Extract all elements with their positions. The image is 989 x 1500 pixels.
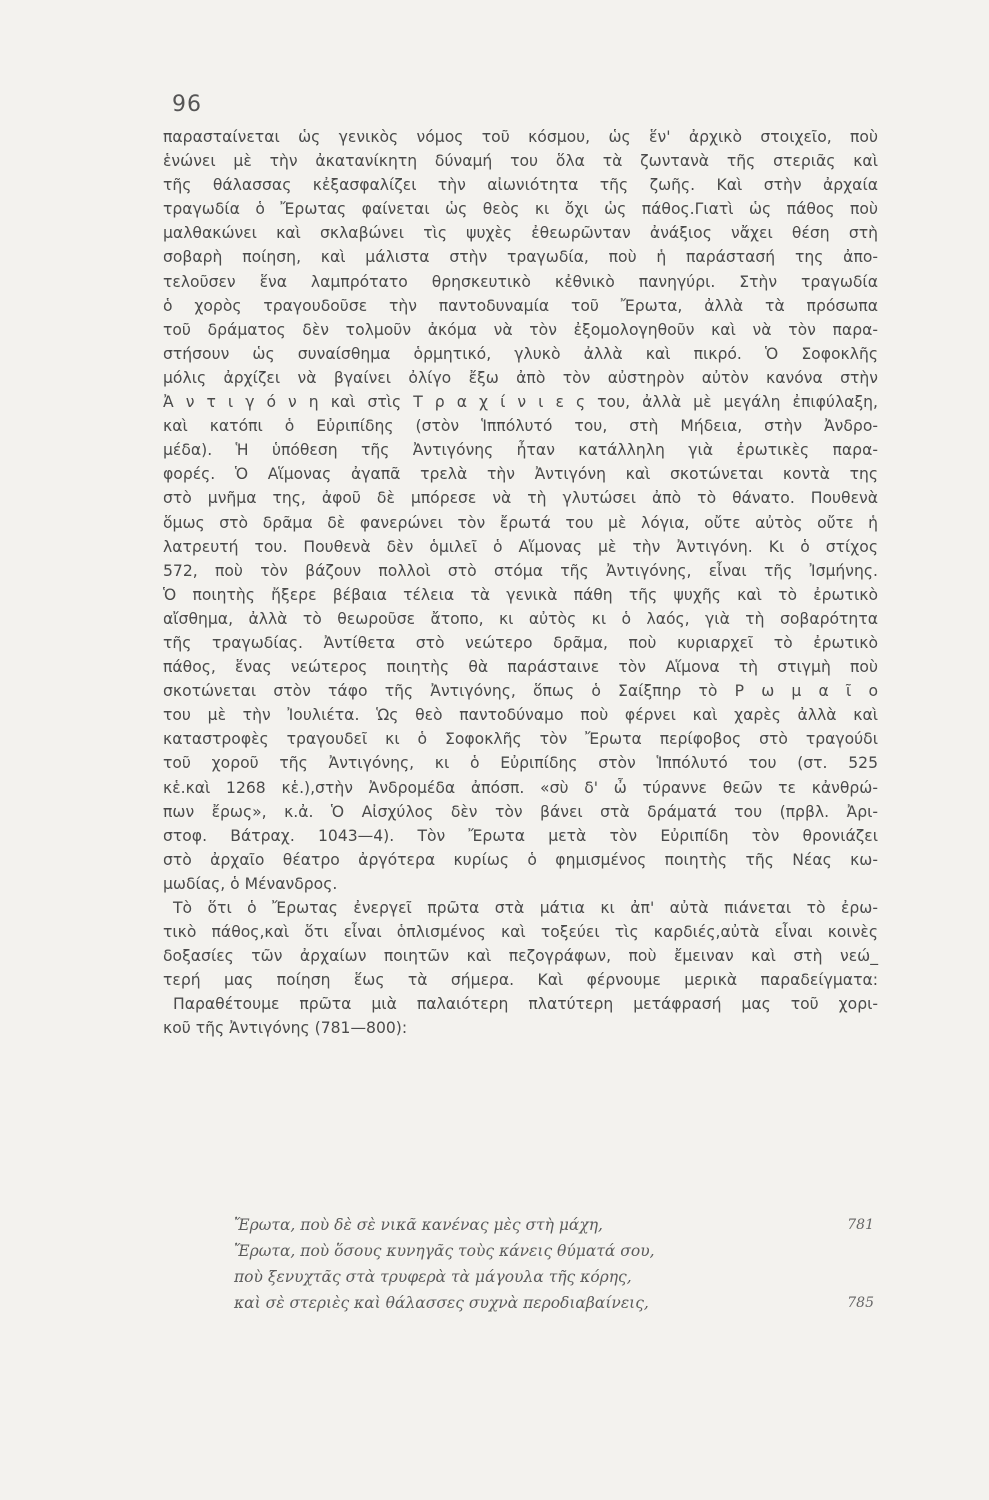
text-line: καὶ κατόπι ὁ Εὐριπίδης (στὸν Ἱππόλυτό του, στὴ Μήδεια, στὴν Ἀνδρο- xyxy=(163,417,878,436)
poem-verse xyxy=(234,1212,874,1238)
verse-line-number: 785 xyxy=(847,1295,874,1311)
text-line: Ὁ ποιητὴς ἤξερε βέβαια τέλεια τὰ γενικὰ πάθη τῆς ψυχῆς καὶ τὸ ἐρωτικὸ xyxy=(163,585,878,604)
poem-verse xyxy=(234,1264,874,1290)
text-line: σοβαρὴ ποίηση, καὶ μάλιστα στὴν τραγωδία, ποὺ ἡ παράστασή της ἀπο- xyxy=(163,248,878,267)
poem-block xyxy=(234,1212,874,1316)
text-line: καταστροφὲς τραγουδεῖ κι ὁ Σοφοκλῆς τὸν Ἔρωτα περίφοβος στὸ τραγούδι xyxy=(163,730,878,749)
verse-text: Ἔρωτα, ποὺ ὅσους κυνηγᾶς τοὺς κάνεις θύματά σου, xyxy=(234,1242,655,1260)
text-line: τελοῦσεν ἕνα λαμπρότατο θρησκευτικὸ κἐθνικὸ πανηγύρι. Στὴν τραγωδία xyxy=(163,272,878,291)
verse-text: καὶ σὲ στεριὲς καὶ θάλασσες συχνὰ περοδιαβαίνεις, xyxy=(234,1294,649,1312)
verse-text: ποὺ ξενυχτᾶς στὰ τρυφερὰ τὰ μάγουλα τῆς κόρης, xyxy=(234,1268,632,1286)
text-line: φορές. Ὁ Αἵμονας ἀγαπᾶ τρελὰ τὴν Ἀντιγόνη καὶ σκοτώνεται κοντὰ της xyxy=(163,465,878,484)
text-line: τραγωδία ὁ Ἔρωτας φαίνεται ὡς θεὸς κι ὄχι ὡς πάθος.Γιατὶ ὡς πάθος ποὺ xyxy=(163,200,878,219)
verse-text: Ἔρωτα, ποὺ δὲ σὲ νικᾶ κανένας μὲς στὴ μάχη, xyxy=(234,1216,603,1234)
text-line: τικὸ πάθος,καὶ ὅτι εἶναι ὁπλισμένος καὶ τοξεύει τὶς καρδιές,αὐτὰ εἶναι κοινὲς xyxy=(163,923,878,942)
text-line: μέδα). Ἡ ὑπόθεση τῆς Ἀντιγόνης ἦταν κατάλληλη γιὰ ἐρωτικὲς παρα- xyxy=(163,441,878,460)
text-line: μωδίας, ὁ Μένανδρος. xyxy=(163,874,338,893)
text-line: Τὸ ὅτι ὁ Ἔρωτας ἐνεργεῖ πρῶτα στὰ μάτια κι ἀπ' αὐτὰ πιάνεται τὸ ἐρω- xyxy=(173,899,878,917)
page-number: 96 xyxy=(172,92,202,117)
text-line: στὸ ἀρχαῖο θέατρο ἀργότερα κυρίως ὁ φημισμένος ποιητὴς τῆς Νέας κω- xyxy=(163,850,878,869)
text-line: πων ἔρως», κ.ἀ. Ὁ Αἰσχύλος δὲν τὸν βάνει στὰ δράματά του (πρβλ. Ἀρι- xyxy=(163,802,878,821)
text-line: ὁ χορὸς τραγουδοῦσε τὴν παντοδυναμία τοῦ Ἔρωτα, ἀλλὰ τὰ πρόσωπα xyxy=(163,296,878,315)
text-line: στοφ. Βάτραχ. 1043—4). Τὸν Ἔρωτα μετὰ τὸν Εὐριπίδη τὸν θρονιάζει xyxy=(163,826,878,845)
text-line: του μὲ τὴν Ἰουλιέτα. Ὡς θεὸ παντοδύναμο ποὺ φέρνει καὶ χαρὲς ἀλλὰ καὶ xyxy=(163,706,878,725)
text-line: στὸ μνῆμα της, ἀφοῦ δὲ μπόρεσε νὰ τὴ γλυτώσει ἀπὸ τὸ θάνατο. Πουθενὰ xyxy=(163,489,878,508)
poem-verse xyxy=(234,1238,874,1264)
text-line: τοῦ δράματος δὲν τολμοῦν ἀκόμα νὰ τὸν ἐξομολογηθοῦν καὶ νὰ τὸν παρα- xyxy=(163,320,878,339)
body-text xyxy=(163,125,878,1041)
text-line: τῆς τραγωδίας. Ἀντίθετα στὸ νεώτερο δρᾶμα, ποὺ κυριαρχεῖ τὸ ἐρωτικὸ xyxy=(163,633,878,652)
text-line: λατρευτή του. Πουθενὰ δὲν ὁμιλεῖ ὁ Αἵμονας μὲ τὴν Ἀντιγόνη. Κι ὁ στίχος xyxy=(163,537,878,556)
text-line: πάθος, ἕνας νεώτερος ποιητὴς θὰ παράσταινε τὸν Αἵμονα τὴ στιγμὴ ποὺ xyxy=(163,658,878,677)
text-line: Ἀ ν τ ι γ ό ν η καὶ στὶς Τ ρ α χ ί ν ι ε ς του, ἀλλὰ μὲ μεγάλη ἐπιφύλαξη, xyxy=(163,393,878,412)
text-line: κἑ.καὶ 1268 κἑ.),στὴν Ἀνδρομέδα ἀπόσπ. «σὺ δ' ὦ τύραννε θεῶν τε κἀνθρώ- xyxy=(163,778,878,797)
verse-line-number: 781 xyxy=(847,1217,874,1233)
text-line: παρασταίνεται ὡς γενικὸς νόμος τοῦ κόσμου, ὡς ἕν' ἀρχικὸ στοιχεῖο, ποὺ xyxy=(163,128,878,146)
text-line: Παραθέτουμε πρῶτα μιὰ παλαιότερη πλατύτερη μετάφρασή μας τοῦ χορι- xyxy=(173,995,878,1014)
text-line: τῆς θάλασσας κἐξασφαλίζει τὴν αἰωνιότητα τῆς ζωῆς. Καὶ στὴν ἀρχαία xyxy=(163,176,878,195)
text-line: ἑνώνει μὲ τὴν ἀκατανίκητη δύναμή του ὅλα τὰ ζωντανὰ τῆς στεριᾶς καὶ xyxy=(163,152,878,171)
text-line: στήσουν ὡς συναίσθημα ὁρμητικό, γλυκὸ ἀλλὰ καὶ πικρό. Ὁ Σοφοκλῆς xyxy=(163,344,878,363)
text-line: δοξασίες τῶν ἀρχαίων ποιητῶν καὶ πεζογράφων, ποὺ ἔμειναν καὶ στὴ νεώ_ xyxy=(163,947,878,966)
text-line: κοῦ τῆς Ἀντιγόνης (781—800): xyxy=(163,1019,408,1038)
text-line: μαλθακώνει καὶ σκλαβώνει τὶς ψυχὲς ἐθεωρῶνταν ἀνάξιος νἄχει θέση στὴ xyxy=(163,224,878,243)
text-line: 572, ποὺ τὸν βάζουν πολλοὶ στὸ στόμα τῆς Ἀντιγόνης, εἶναι τῆς Ἰσμήνης. xyxy=(163,561,878,580)
text-line: μόλις ἀρχίζει νὰ βγαίνει ὀλίγο ἔξω ἀπὸ τὸν αὐστηρὸν αὐτὸν κανόνα στὴν xyxy=(163,368,878,387)
text-line: τερή μας ποίηση ἕως τὰ σήμερα. Καὶ φέρνουμε μερικὰ παραδείγματα: xyxy=(163,971,878,990)
text-line: ὅμως στὸ δρᾶμα δὲ φανερώνει τὸν ἔρωτά του μὲ λόγια, οὔτε αὐτὸς οὔτε ἡ xyxy=(163,513,878,532)
text-line: σκοτώνεται στὸν τάφο τῆς Ἀντιγόνης, ὅπως ὁ Σαίξπηρ τὸ Ρ ω μ α ῖ ο xyxy=(163,682,878,701)
text-line: τοῦ χοροῦ τῆς Ἀντιγόνης, κι ὁ Εὐριπίδης στὸν Ἱππόλυτό του (στ. 525 xyxy=(163,754,878,773)
poem-verse xyxy=(234,1290,874,1316)
text-line: αἴσθημα, ἀλλὰ τὸ θεωροῦσε ἄτοπο, κι αὐτὸς κι ὁ λαός, γιὰ τὴ σοβαρότητα xyxy=(163,609,878,628)
